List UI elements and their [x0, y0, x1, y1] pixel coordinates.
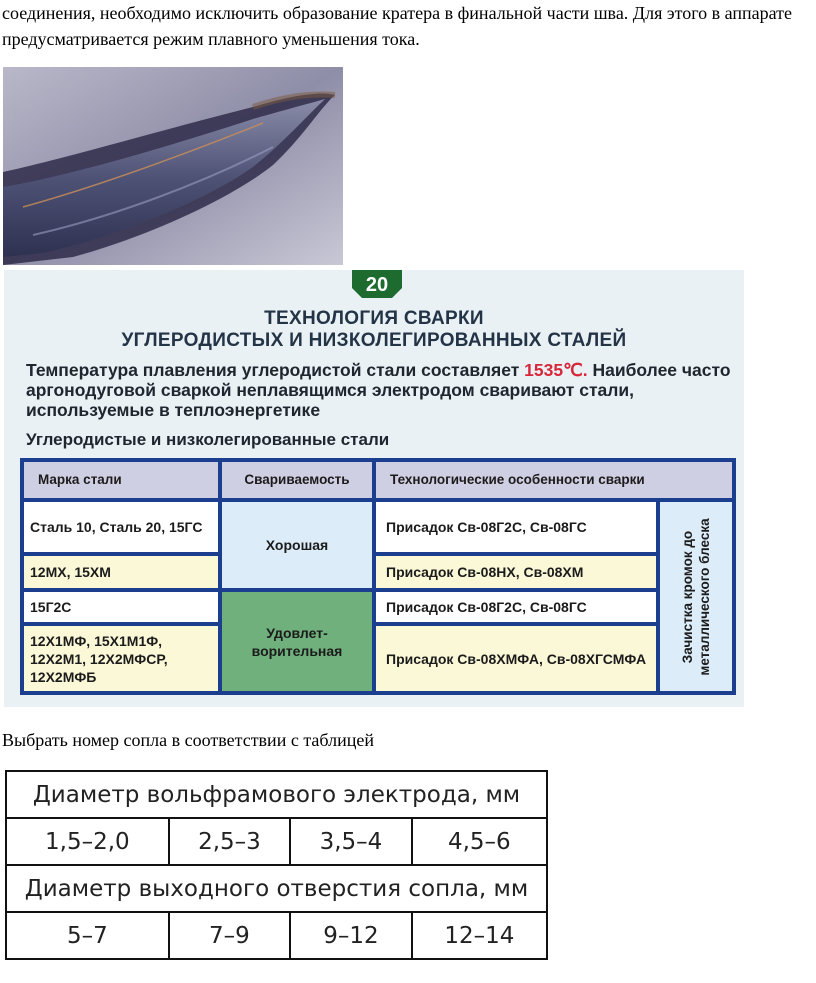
nozzle-table	[5, 770, 548, 960]
electrode-value: 1,5–2,0	[6, 818, 169, 865]
melting-temperature: 1535℃.	[524, 360, 588, 380]
filler-cell: Присадок Св-08НХ, Св-08ХМ	[376, 556, 656, 588]
badge-number: 20	[365, 274, 389, 296]
steel-grade-cell: Сталь 10, Сталь 20, 15ГС	[24, 502, 218, 552]
filler-cell: Присадок Св-08ХМФА, Св-08ХГСМФА	[376, 626, 656, 691]
edge-cleaning-cell	[660, 502, 732, 691]
nozzle-diameter-header: Диаметр выходного отверстия сопла, мм	[6, 865, 547, 912]
poster-title-line2: УГЛЕРОДИСТЫХ И НИЗКОЛЕГИРОВАННЫХ СТАЛЕЙ	[121, 330, 627, 351]
poster-intro	[26, 360, 741, 420]
header-weldability: Свариваемость	[222, 462, 372, 498]
filler-cell: Присадок Св-08Г2С, Св-08ГС	[376, 502, 656, 552]
steel-table	[20, 458, 736, 695]
nozzle-caption: Выбрать номер сопла в соответствии с таблицей	[2, 730, 374, 750]
weldability-satisfactory: Удовлет-ворительная	[222, 592, 372, 691]
nozzle-value: 9–12	[290, 912, 412, 959]
filler-cell: Присадок Св-08Г2С, Св-08ГС	[376, 592, 656, 622]
electrode-value: 3,5–4	[290, 818, 412, 865]
poster-subtitle: Углеродистые и низколегированные стали	[26, 430, 390, 449]
steel-grade-cell: 15Г2С	[24, 592, 218, 622]
steel-grade-cell: 12Х1МФ, 15Х1М1Ф, 12Х2М1, 12Х2МФСР, 12Х2МФБ	[24, 626, 218, 691]
intro-prefix: Температура плавления углеродистой стали составляет	[26, 360, 520, 380]
nozzle-value: 12–14	[412, 912, 547, 959]
steel-grade-cell: 12МХ, 15ХМ	[24, 556, 218, 588]
header-steel-grade: Марка стали	[24, 462, 218, 498]
edge-cleaning-note: Зачистка кромок до металлического блеска	[680, 517, 712, 676]
welding-technology-poster	[4, 270, 744, 707]
header-features: Технологические особенности сварки	[376, 462, 732, 498]
intro-rest: Наиболее часто аргонодуговой сваркой неплавящимся электродом сваривают стали, используемые в теплоэнергетике	[26, 360, 731, 420]
electrode-value: 2,5–3	[169, 818, 291, 865]
page-number-badge	[352, 270, 402, 298]
weldability-good: Хорошая	[222, 502, 372, 588]
electrode-value: 4,5–6	[412, 818, 547, 865]
nozzle-value: 7–9	[169, 912, 291, 959]
weld-seam-photo	[3, 67, 343, 265]
poster-title-line1: ТЕХНОЛОГИЯ СВАРКИ	[264, 308, 484, 329]
electrode-diameter-header: Диаметр вольфрамового электрода, мм	[6, 771, 547, 818]
nozzle-value: 5–7	[6, 912, 169, 959]
intro-paragraph: соединения, необходимо исключить образование кратера в финальной части шва. Для этого в аппарате предусматривается режим плавного уменьшения тока.	[2, 3, 793, 49]
